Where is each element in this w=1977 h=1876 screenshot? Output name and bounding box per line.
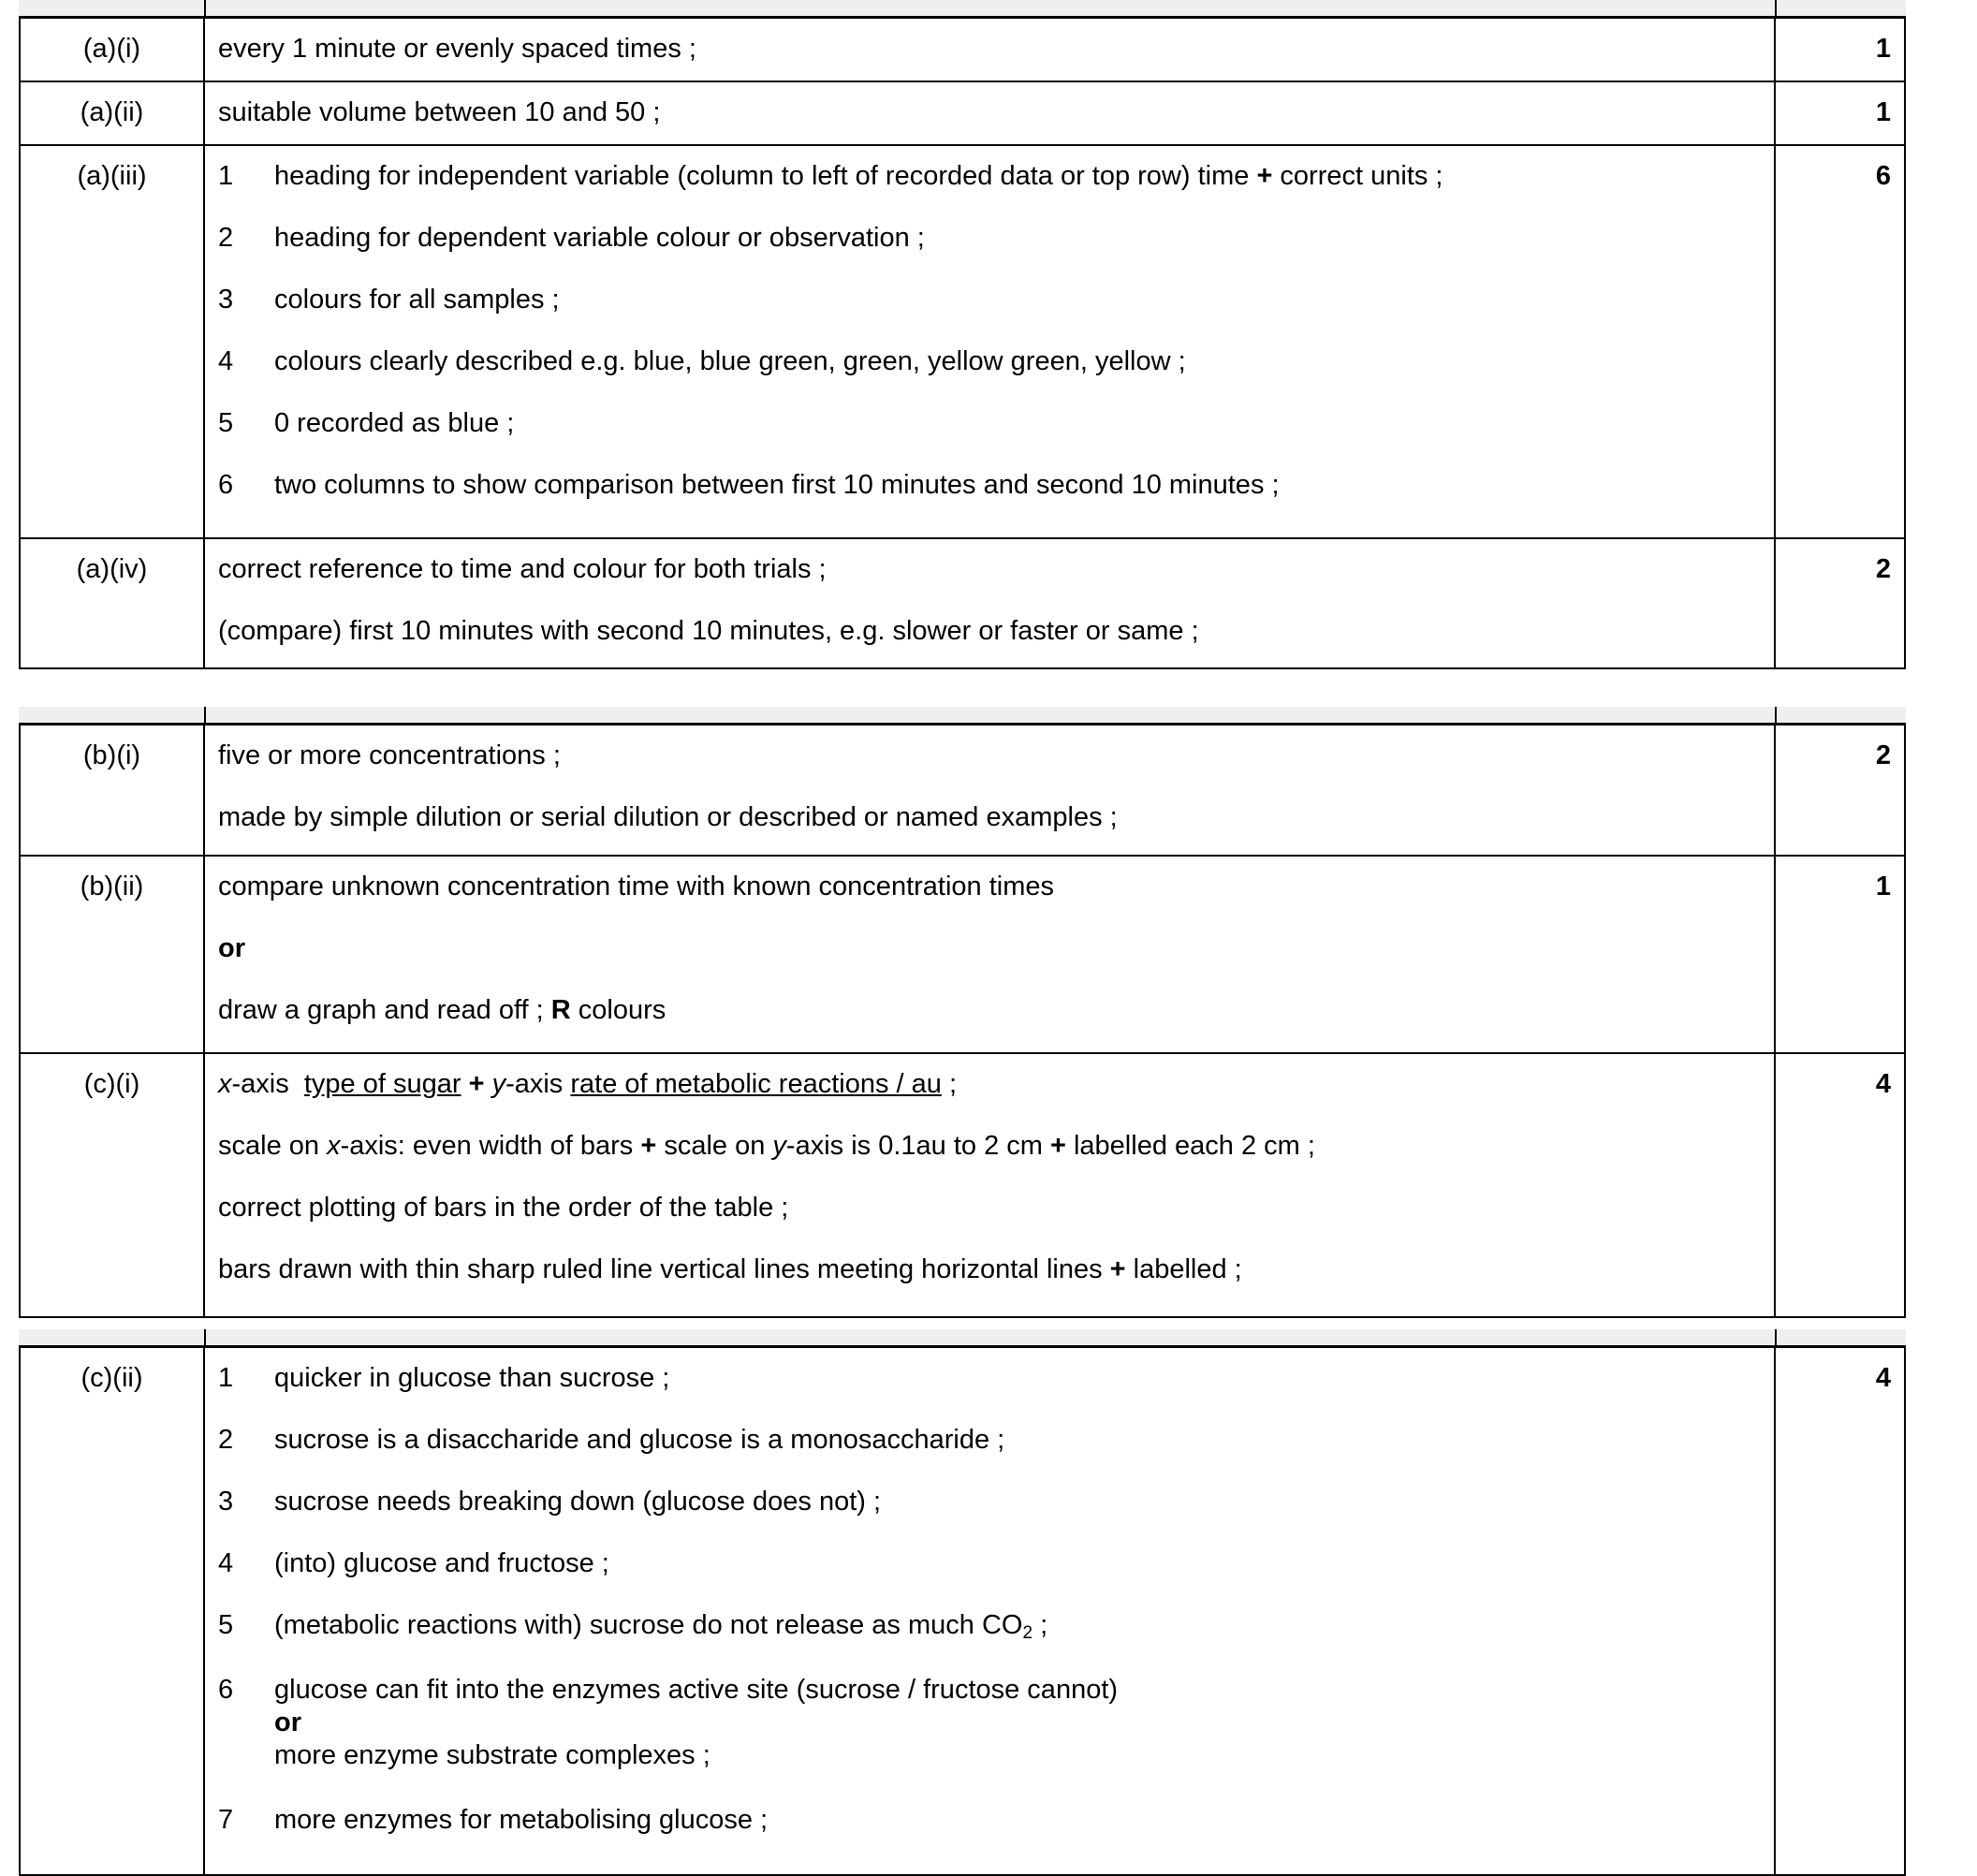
answer-cell [205, 146, 1776, 537]
answer-line: compare unknown concentration time with known concentration times [218, 872, 1055, 901]
answer-cell [205, 857, 1776, 1052]
question-ref: (b)(i) [21, 725, 205, 855]
or-connector: or [218, 933, 245, 963]
table-row [21, 725, 1904, 855]
question-ref: (c)(ii) [21, 1348, 205, 1874]
table-row [21, 1052, 1904, 1316]
table-header-strip [19, 1329, 1906, 1348]
marking-point: 6 glucose can fit into the enzymes active site (sucrose / fructose cannot) or more enzyme substrate complexes ; [218, 1675, 1119, 1770]
answer-line: made by simple dilution or serial dilution or described or named examples ; [218, 802, 1118, 832]
marking-point: 4 colours clearly described e.g. blue, blue green, green, yellow green, yellow ; [218, 346, 1186, 376]
marking-point: 4 (into) glucose and fructose ; [218, 1548, 609, 1578]
answer-line: every 1 minute or evenly spaced times ; [218, 34, 696, 64]
answer-line: bars drawn with thin sharp ruled line vertical lines meeting horizontal lines + labelled ; [218, 1254, 1242, 1284]
mark-cell: 2 [1875, 740, 1891, 770]
answer-line: x-axis type of sugar + y-axis rate of metabolic reactions / au ; [218, 1069, 958, 1099]
mark-cell: 1 [1875, 34, 1891, 64]
table-row [21, 1348, 1904, 1874]
table-row [21, 537, 1904, 667]
table-row [21, 19, 1904, 81]
marking-point: 7 more enzymes for metabolising glucose ; [218, 1805, 769, 1835]
table-row [21, 81, 1904, 144]
question-ref: (a)(iii) [21, 146, 205, 537]
answer-line: five or more concentrations ; [218, 740, 561, 770]
marking-point: 6 two columns to show comparison between first 10 minutes and second 10 minutes ; [218, 470, 1280, 500]
marking-point: 2 sucrose is a disaccharide and glucose is a monosaccharide ; [218, 1425, 1005, 1455]
answer-cell [205, 19, 1776, 81]
question-ref: (b)(ii) [21, 857, 205, 1052]
answer-cell [205, 1348, 1776, 1874]
answer-line: correct reference to time and colour for both trials ; [218, 554, 827, 584]
answer-cell [205, 82, 1776, 144]
answer-cell [205, 539, 1776, 667]
answer-line: (compare) first 10 minutes with second 10 minutes, e.g. slower or faster or same ; [218, 616, 1199, 646]
question-ref: (a)(i) [21, 19, 205, 81]
marking-point: 3 sucrose needs breaking down (glucose does not) ; [218, 1487, 882, 1517]
mark-cell: 4 [1875, 1363, 1891, 1393]
answer-cell [205, 1054, 1776, 1316]
question-ref: (a)(ii) [21, 82, 205, 144]
answer-line: draw a graph and read off ; R colours [218, 995, 666, 1025]
question-ref: (a)(iv) [21, 539, 205, 667]
answer-line: scale on x-axis: even width of bars + scale on y-axis is 0.1au to 2 cm + labelled each 2 cm ; [218, 1131, 1315, 1161]
marking-point: 5 (metabolic reactions with) sucrose do not release as much $CO_2$ ; [218, 1610, 1048, 1643]
mark-cell: 4 [1875, 1069, 1891, 1099]
table-row [21, 855, 1904, 1052]
marking-point: 1 quicker in glucose than sucrose ; [218, 1363, 670, 1393]
mark-cell: 1 [1875, 872, 1891, 901]
question-ref: (c)(i) [21, 1054, 205, 1316]
mark-cell: 2 [1875, 554, 1891, 584]
answer-cell [205, 725, 1776, 855]
answer-line: correct plotting of bars in the order of the table ; [218, 1193, 789, 1223]
mark-cell: 6 [1875, 161, 1891, 191]
marking-point: 5 0 recorded as blue ; [218, 408, 515, 438]
marking-point: 1 heading for independent variable (column to left of recorded data or top row) time + correct units ; [218, 161, 1443, 191]
table-header-strip [19, 707, 1906, 725]
answer-line: suitable volume between 10 and 50 ; [218, 97, 661, 127]
table-row [21, 144, 1904, 537]
marking-point: 2 heading for dependent variable colour or observation ; [218, 223, 925, 253]
marking-point: 3 colours for all samples ; [218, 285, 560, 315]
or-connector: or [274, 1707, 301, 1737]
mark-cell: 1 [1875, 97, 1891, 127]
table-header-strip [19, 0, 1906, 19]
